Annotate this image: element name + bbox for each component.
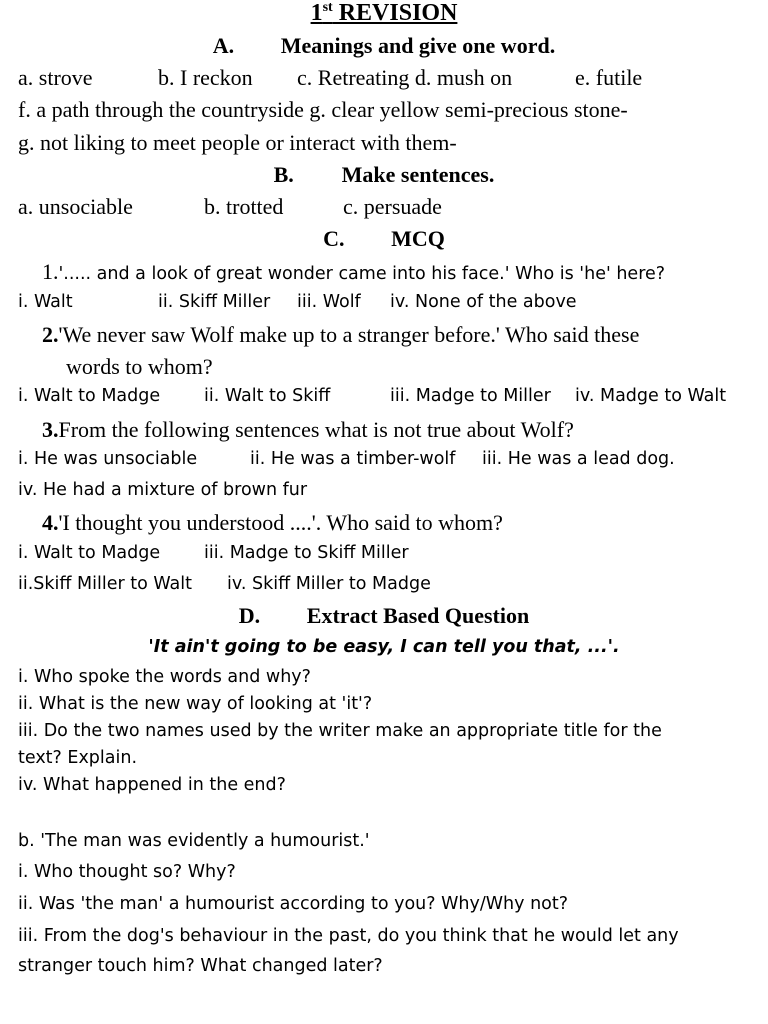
mcq-options-2: i. Walt to Madge ii. Walt to Skiff iii. Madge to Miller iv. Madge to Walt xyxy=(18,386,727,406)
mcq-options-3-row1: i. He was unsociable ii. He was a timber-wolf iii. He was a lead dog. xyxy=(18,449,675,469)
mcq-question-2-cont: words to whom? xyxy=(66,354,213,379)
mcq-options-3-row2: iv. He had a mixture of brown fur xyxy=(18,480,308,500)
section-b-words: a. unsociable b. trotted c. persuade xyxy=(18,194,442,219)
extract-b-question-3-cont: stranger touch him? What changed later? xyxy=(18,956,383,976)
extract-b-intro: b. 'The man was evidently a humourist.' xyxy=(18,831,370,851)
section-a-words-row1: a. strove b. I reckon c. Retreating d. mush on e. futile xyxy=(18,65,643,90)
page-title: 1st REVISION xyxy=(310,0,458,26)
mcq-options-4-row1: i. Walt to Madge iii. Madge to Skiff Miller xyxy=(18,543,409,563)
extract-a-question-3-cont: text? Explain. xyxy=(18,748,138,768)
mcq-question-3: 3.From the following sentences what is not true about Wolf? xyxy=(42,417,574,442)
extract-quote: 'It ain't going to be easy, I can tell you that, ...'. xyxy=(148,637,620,657)
section-d-heading: D. Extract Based Question xyxy=(238,603,530,628)
section-c-heading: C. MCQ xyxy=(323,226,445,251)
mcq-options-1: i. Walt ii. Skiff Miller iii. Wolf iv. None of the above xyxy=(18,292,577,312)
extract-a-question-1: i. Who spoke the words and why? xyxy=(18,667,311,687)
extract-b-question-3: iii. From the dog's behaviour in the past, do you think that he would let any xyxy=(18,926,679,946)
section-a-words-row3: g. not liking to meet people or interact with them- xyxy=(18,130,457,155)
extract-a-question-3: iii. Do the two names used by the writer make an appropriate title for the xyxy=(18,721,662,741)
section-a-words-row2: f. a path through the countryside g. clear yellow semi-precious stone- xyxy=(18,97,628,122)
section-b-heading: B. Make sentences. xyxy=(273,162,495,187)
extract-b-question-1: i. Who thought so? Why? xyxy=(18,862,236,882)
mcq-question-4: 4.'I thought you understood ....'. Who said to whom? xyxy=(42,510,503,535)
extract-b-question-2: ii. Was 'the man' a humourist according to you? Why/Why not? xyxy=(18,894,569,914)
mcq-question-2: 2.'We never saw Wolf make up to a stranger before.' Who said these xyxy=(42,322,640,347)
mcq-options-4-row2: ii.Skiff Miller to Walt iv. Skiff Miller to Madge xyxy=(18,574,431,594)
mcq-question-1: 1.'..... and a look of great wonder came into his face.' Who is 'he' here? xyxy=(42,259,666,284)
extract-a-question-4: iv. What happened in the end? xyxy=(18,775,286,795)
extract-a-question-2: ii. What is the new way of looking at 'it'? xyxy=(18,694,373,714)
section-a-heading: A. Meanings and give one word. xyxy=(212,33,556,58)
